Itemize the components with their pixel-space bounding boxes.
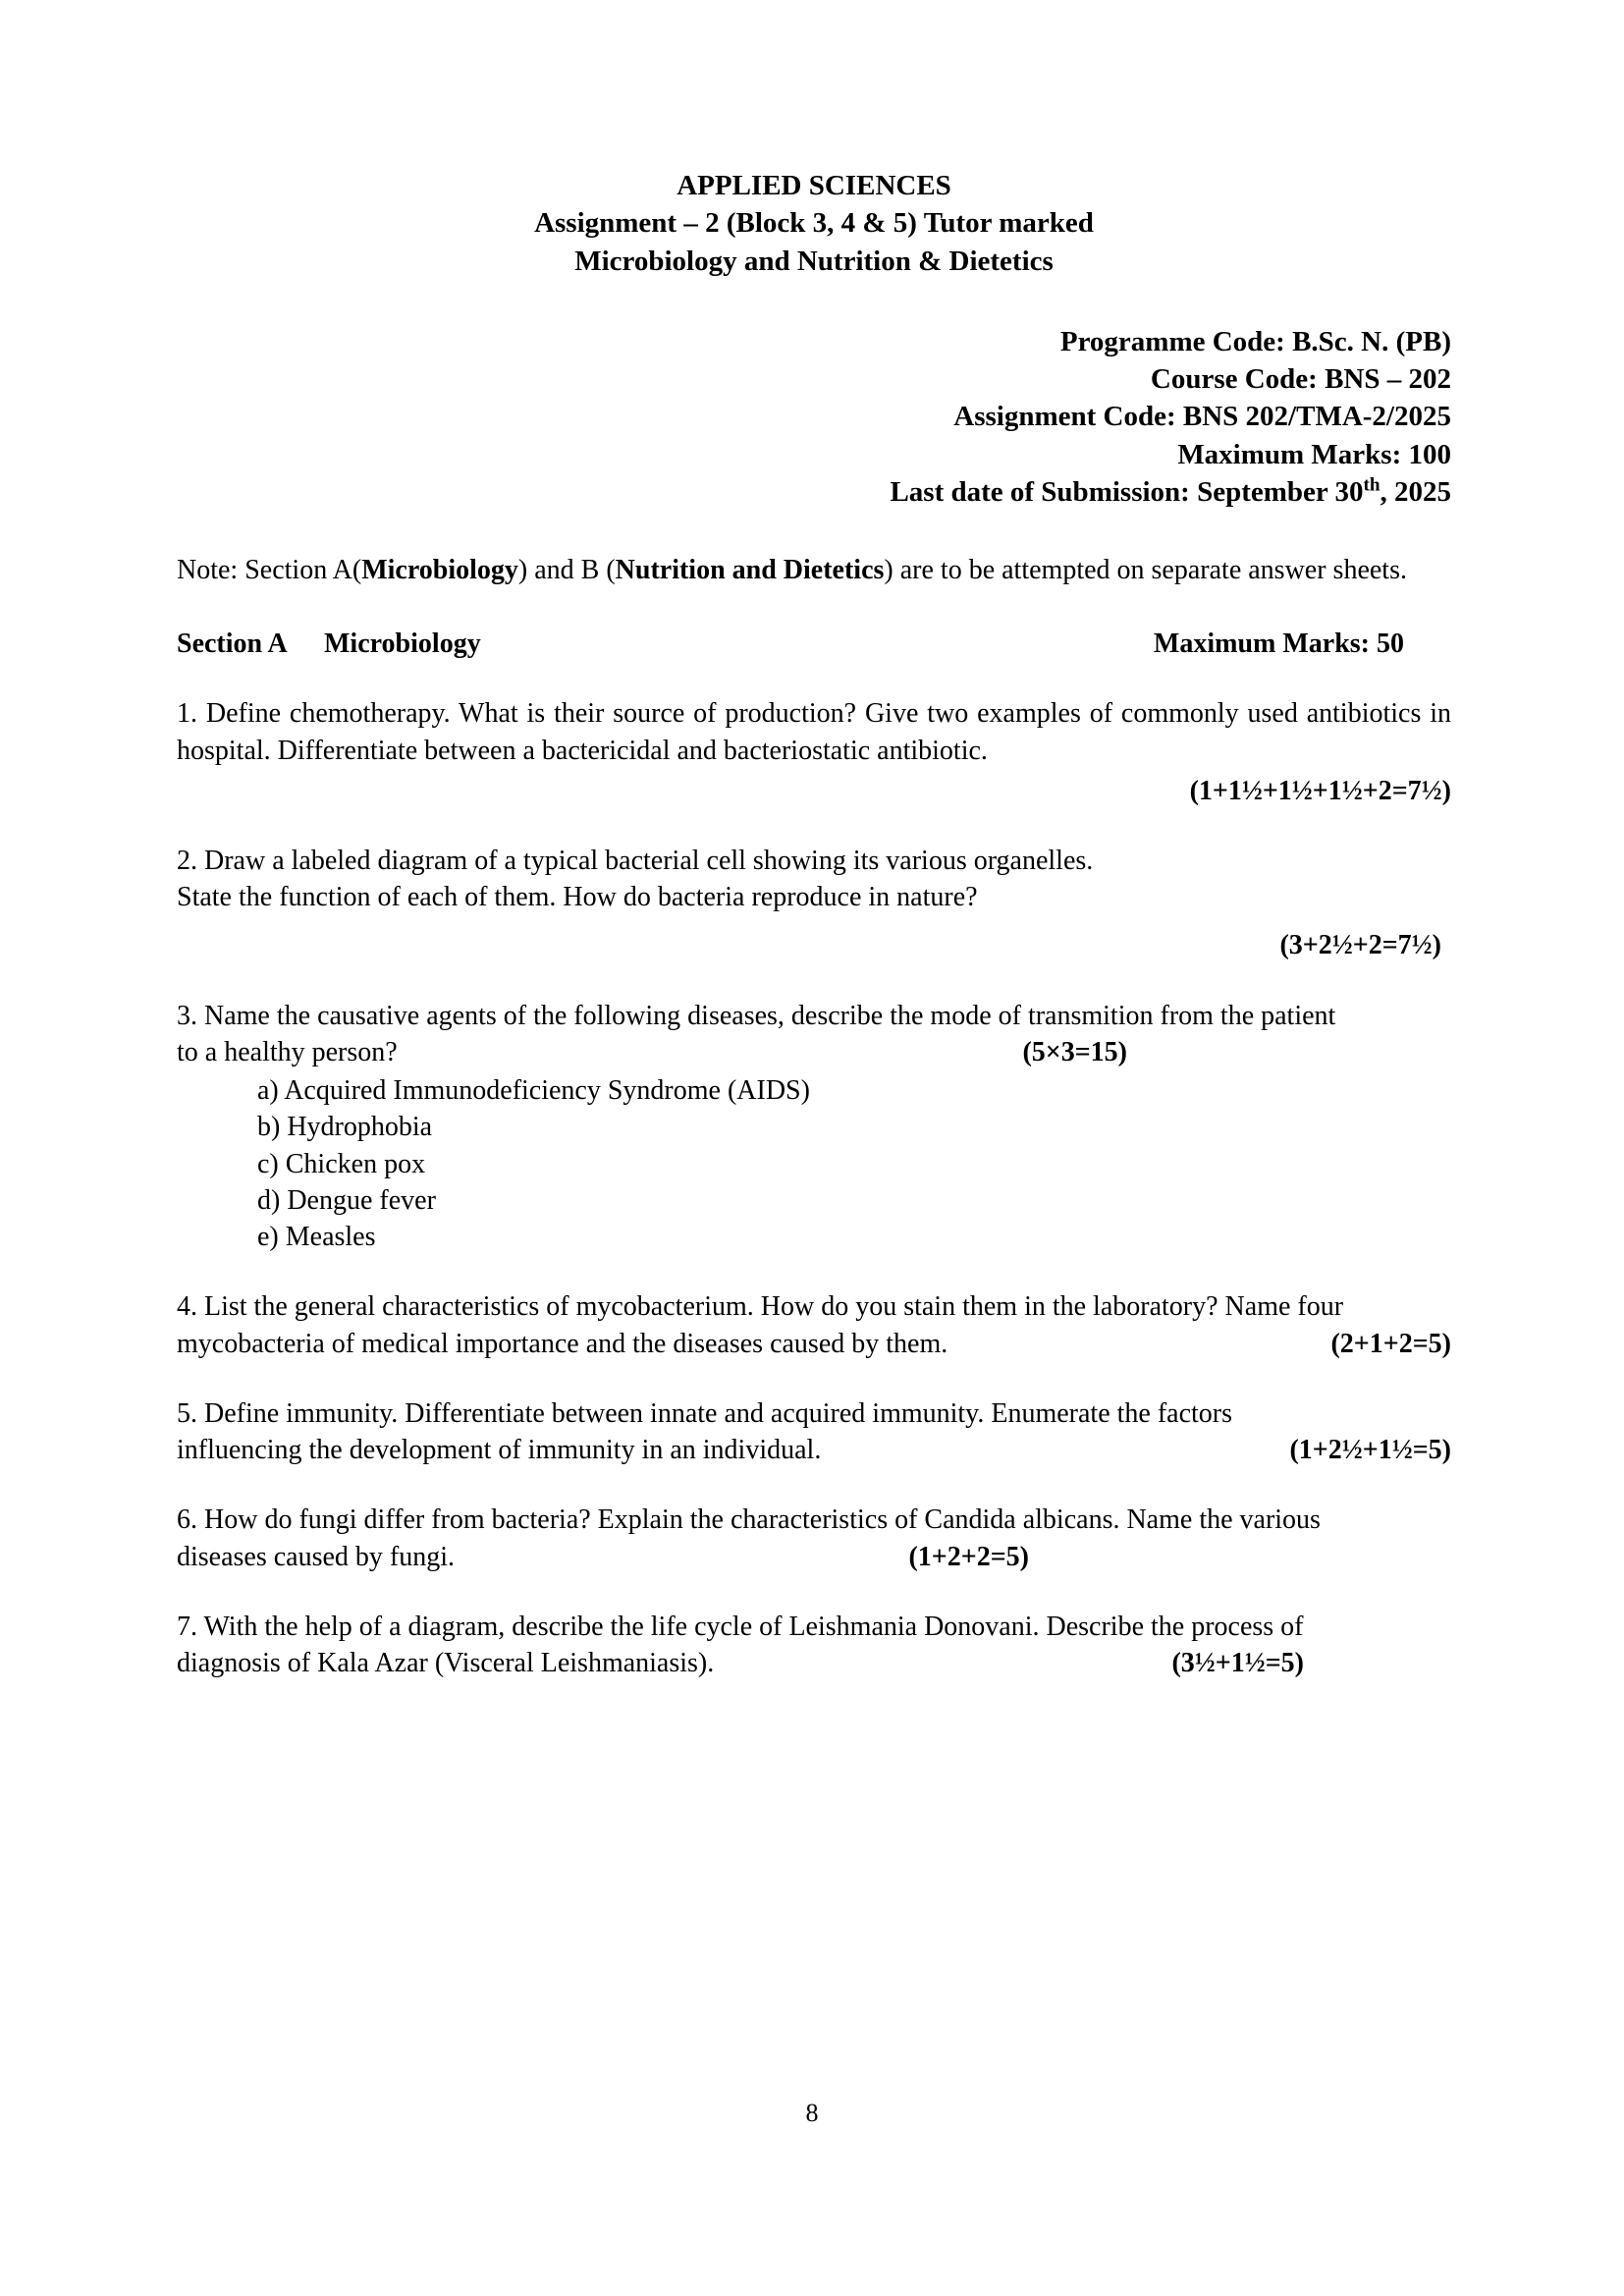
section-label: Section A xyxy=(177,628,288,659)
note-part-2: ) and B ( xyxy=(517,555,616,586)
question-2-line-1: 2. Draw a labeled diagram of a typical bacterial cell showing its various organelles. xyxy=(177,846,1094,877)
question-3-line-1: 3. Name the causative agents of the following diseases, describe the mode of transmition from the patient xyxy=(177,1000,1336,1031)
question-2-marks: (3+2½+2=7½) xyxy=(1279,930,1441,961)
question-7-marks: (3½+1½=5) xyxy=(1171,1648,1304,1678)
question-3 xyxy=(177,998,1451,1256)
document-title-block xyxy=(177,167,1451,280)
last-date-of-submission xyxy=(177,473,1451,511)
question-1-text: 1. Define chemotherapy. What is their source of production? Give two examples of commonly used antibiotics in hospital. Differentiate between a bactericidal and bacteriostatic antibiotic. xyxy=(177,698,1451,766)
assignment-code: Assignment Code: BNS 202/TMA-2/2025 xyxy=(953,401,1451,433)
question-4-line-2-row xyxy=(177,1326,1451,1362)
question-1-marks: (1+1½+1½+1½+2=7½) xyxy=(1189,775,1451,806)
question-3-sublist xyxy=(177,1072,1451,1255)
list-item: b) Hydrophobia xyxy=(257,1112,433,1143)
question-6-line-1: 6. How do fungi differ from bacteria? Explain the characteristics of Candida albicans. Name the various xyxy=(177,1504,1321,1536)
question-4-marks: (2+1+2=5) xyxy=(1330,1328,1451,1359)
note-part-3: ) are to be attempted on separate answer sheets. xyxy=(884,555,1407,586)
subject-subtitle: Microbiology and Nutrition & Dietetics xyxy=(574,245,1054,277)
question-1 xyxy=(177,695,1451,809)
list-item: e) Measles xyxy=(257,1222,376,1253)
page-content xyxy=(177,167,1451,1681)
question-7-line-1: 7. With the help of a diagram, describe the life cycle of Leishmania Donovani. Describe the process of xyxy=(177,1611,1304,1642)
last-date-ordinal-suffix: th xyxy=(1363,474,1380,496)
section-maximum-marks: Maximum Marks: 50 xyxy=(1153,628,1404,659)
note-paragraph xyxy=(177,552,1451,589)
question-5-line-2-row xyxy=(177,1432,1451,1468)
question-7-line-2-row xyxy=(177,1645,1451,1681)
question-5-marks: (1+2½+1½=5) xyxy=(1289,1435,1451,1466)
document-title: APPLIED SCIENCES xyxy=(677,170,951,201)
note-bold-nutrition: Nutrition and Dietetics xyxy=(615,555,885,586)
question-7-line-2: diagnosis of Kala Azar (Visceral Leishmaniasis). xyxy=(177,1648,715,1678)
last-date-year: , 2025 xyxy=(1380,475,1451,508)
list-item: d) Dengue fever xyxy=(257,1184,436,1216)
question-5-line-1: 5. Define immunity. Differentiate between innate and acquired immunity. Enumerate the factors xyxy=(177,1397,1233,1429)
programme-code: Programme Code: B.Sc. N. (PB) xyxy=(1059,325,1451,357)
assignment-subtitle: Assignment – 2 (Block 3, 4 & 5) Tutor marked xyxy=(534,207,1094,240)
question-4-line-2: mycobacteria of medical importance and the diseases caused by them. xyxy=(177,1328,948,1359)
question-4 xyxy=(177,1288,1451,1361)
question-3-line-2-row xyxy=(177,1034,1451,1070)
list-item: c) Chicken pox xyxy=(257,1148,426,1179)
question-7 xyxy=(177,1609,1451,1681)
note-part-1: Note: Section A( xyxy=(177,555,362,586)
maximum-marks-total: Maximum Marks: 100 xyxy=(1177,438,1451,470)
question-5-line-2: influencing the development of immunity in an individual. xyxy=(177,1435,822,1466)
note-bold-microbiology: Microbiology xyxy=(361,555,518,586)
question-2-line-2: State the function of each of them. How do bacteria reproduce in nature? xyxy=(177,882,978,913)
course-code: Course Code: BNS – 202 xyxy=(1150,363,1451,396)
question-6 xyxy=(177,1502,1451,1574)
question-2 xyxy=(177,843,1451,964)
question-6-marks: (1+2+2=5) xyxy=(908,1541,1029,1572)
question-6-line-2: diseases caused by fungi. xyxy=(177,1541,456,1572)
question-3-line-2: to a healthy person? xyxy=(177,1036,398,1067)
question-3-marks: (5×3=15) xyxy=(1022,1036,1127,1067)
page-number: 8 xyxy=(805,2099,819,2127)
question-5 xyxy=(177,1395,1451,1468)
list-item: a) Acquired Immunodeficiency Syndrome (AIDS) xyxy=(257,1075,810,1107)
section-subject: Microbiology xyxy=(324,628,481,659)
section-header xyxy=(177,627,1451,662)
question-6-line-2-row xyxy=(177,1539,1451,1575)
last-date-prefix: Last date of Submission: September 30 xyxy=(890,475,1364,508)
course-codes-block xyxy=(177,323,1451,511)
question-4-line-1: 4. List the general characteristics of mycobacterium. How do you stain them in the laboratory? Name four xyxy=(177,1291,1344,1323)
